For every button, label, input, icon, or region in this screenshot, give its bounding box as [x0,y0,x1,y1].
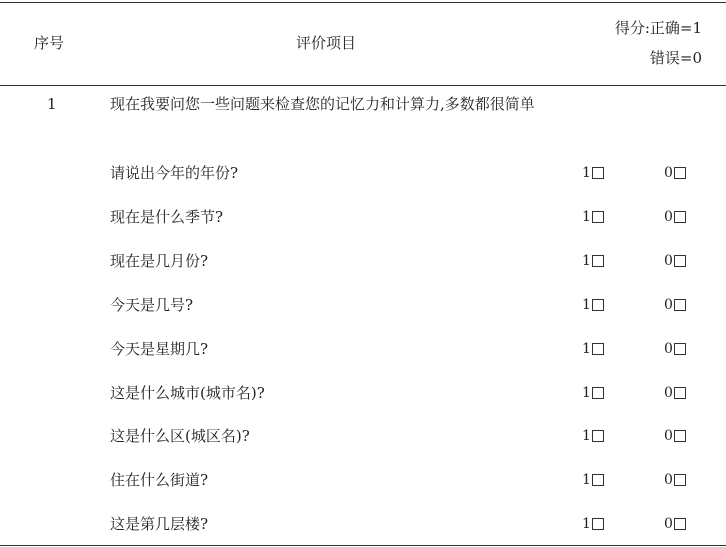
score-wrong-label: 0 [664,472,673,488]
score-correct-option[interactable] [582,470,604,490]
score-wrong-label: 0 [664,165,673,181]
question-text: 住在什么街道? [110,471,209,489]
score-wrong-option[interactable] [664,426,686,446]
score-correct-label: 1 [582,209,591,225]
score-wrong-checkbox[interactable] [674,474,686,486]
score-wrong-checkbox[interactable] [674,387,686,399]
score-correct-label: 1 [582,165,591,181]
score-correct-label: 1 [582,428,591,444]
score-correct-option[interactable] [582,251,604,271]
score-correct-option[interactable] [582,207,604,227]
score-wrong-label: 0 [664,428,673,444]
score-wrong-label: 0 [664,297,673,313]
question-text: 现在是几月份? [110,252,209,270]
score-correct-option[interactable] [582,383,604,403]
score-correct-checkbox[interactable] [592,387,604,399]
section-intro-text: 现在我要问您一些问题来检查您的记忆力和计算力,多数都很简单 [110,95,535,113]
score-wrong-checkbox[interactable] [674,211,686,223]
score-correct-checkbox[interactable] [592,211,604,223]
score-correct-option[interactable] [582,426,604,446]
column-header-item: 评价项目 [296,34,357,52]
question-text: 这是什么区(城区名)? [110,427,250,445]
score-wrong-label: 0 [664,341,673,357]
table-top-rule [0,2,726,3]
score-wrong-checkbox[interactable] [674,167,686,179]
score-correct-checkbox[interactable] [592,430,604,442]
question-text: 这是什么城市(城市名)? [110,384,265,402]
score-correct-checkbox[interactable] [592,474,604,486]
score-correct-checkbox[interactable] [592,299,604,311]
score-wrong-option[interactable] [664,383,686,403]
score-wrong-option[interactable] [664,295,686,315]
score-wrong-checkbox[interactable] [674,343,686,355]
score-correct-label: 1 [582,516,591,532]
score-wrong-option[interactable] [664,163,686,183]
score-wrong-label: 0 [664,516,673,532]
question-text: 请说出今年的年份? [110,164,239,182]
score-wrong-label: 0 [664,253,673,269]
score-wrong-option[interactable] [664,251,686,271]
score-wrong-option[interactable] [664,207,686,227]
score-correct-label: 1 [582,297,591,313]
score-wrong-checkbox[interactable] [674,299,686,311]
score-wrong-option[interactable] [664,339,686,359]
score-correct-option[interactable] [582,163,604,183]
score-correct-label: 1 [582,385,591,401]
question-text: 今天是几号? [110,296,194,314]
score-wrong-option[interactable] [664,514,686,534]
column-header-score-line2: 错误=0 [649,49,702,67]
score-wrong-label: 0 [664,209,673,225]
column-header-score-line1: 得分:正确=1 [614,19,702,37]
score-correct-label: 1 [582,253,591,269]
score-wrong-checkbox[interactable] [674,518,686,530]
score-correct-label: 1 [582,472,591,488]
question-text: 今天是星期几? [110,340,209,358]
score-correct-option[interactable] [582,514,604,534]
score-correct-label: 1 [582,341,591,357]
score-wrong-label: 0 [664,385,673,401]
score-wrong-option[interactable] [664,470,686,490]
question-text: 现在是什么季节? [110,208,224,226]
score-correct-option[interactable] [582,295,604,315]
score-correct-option[interactable] [582,339,604,359]
score-correct-checkbox[interactable] [592,167,604,179]
header-bottom-rule [0,85,726,86]
section-number: 1 [47,95,57,113]
column-header-number: 序号 [34,34,65,52]
question-text: 这是第几层楼? [110,515,209,533]
score-correct-checkbox[interactable] [592,518,604,530]
score-wrong-checkbox[interactable] [674,255,686,267]
score-correct-checkbox[interactable] [592,255,604,267]
score-wrong-checkbox[interactable] [674,430,686,442]
table-bottom-rule [0,545,726,546]
score-correct-checkbox[interactable] [592,343,604,355]
